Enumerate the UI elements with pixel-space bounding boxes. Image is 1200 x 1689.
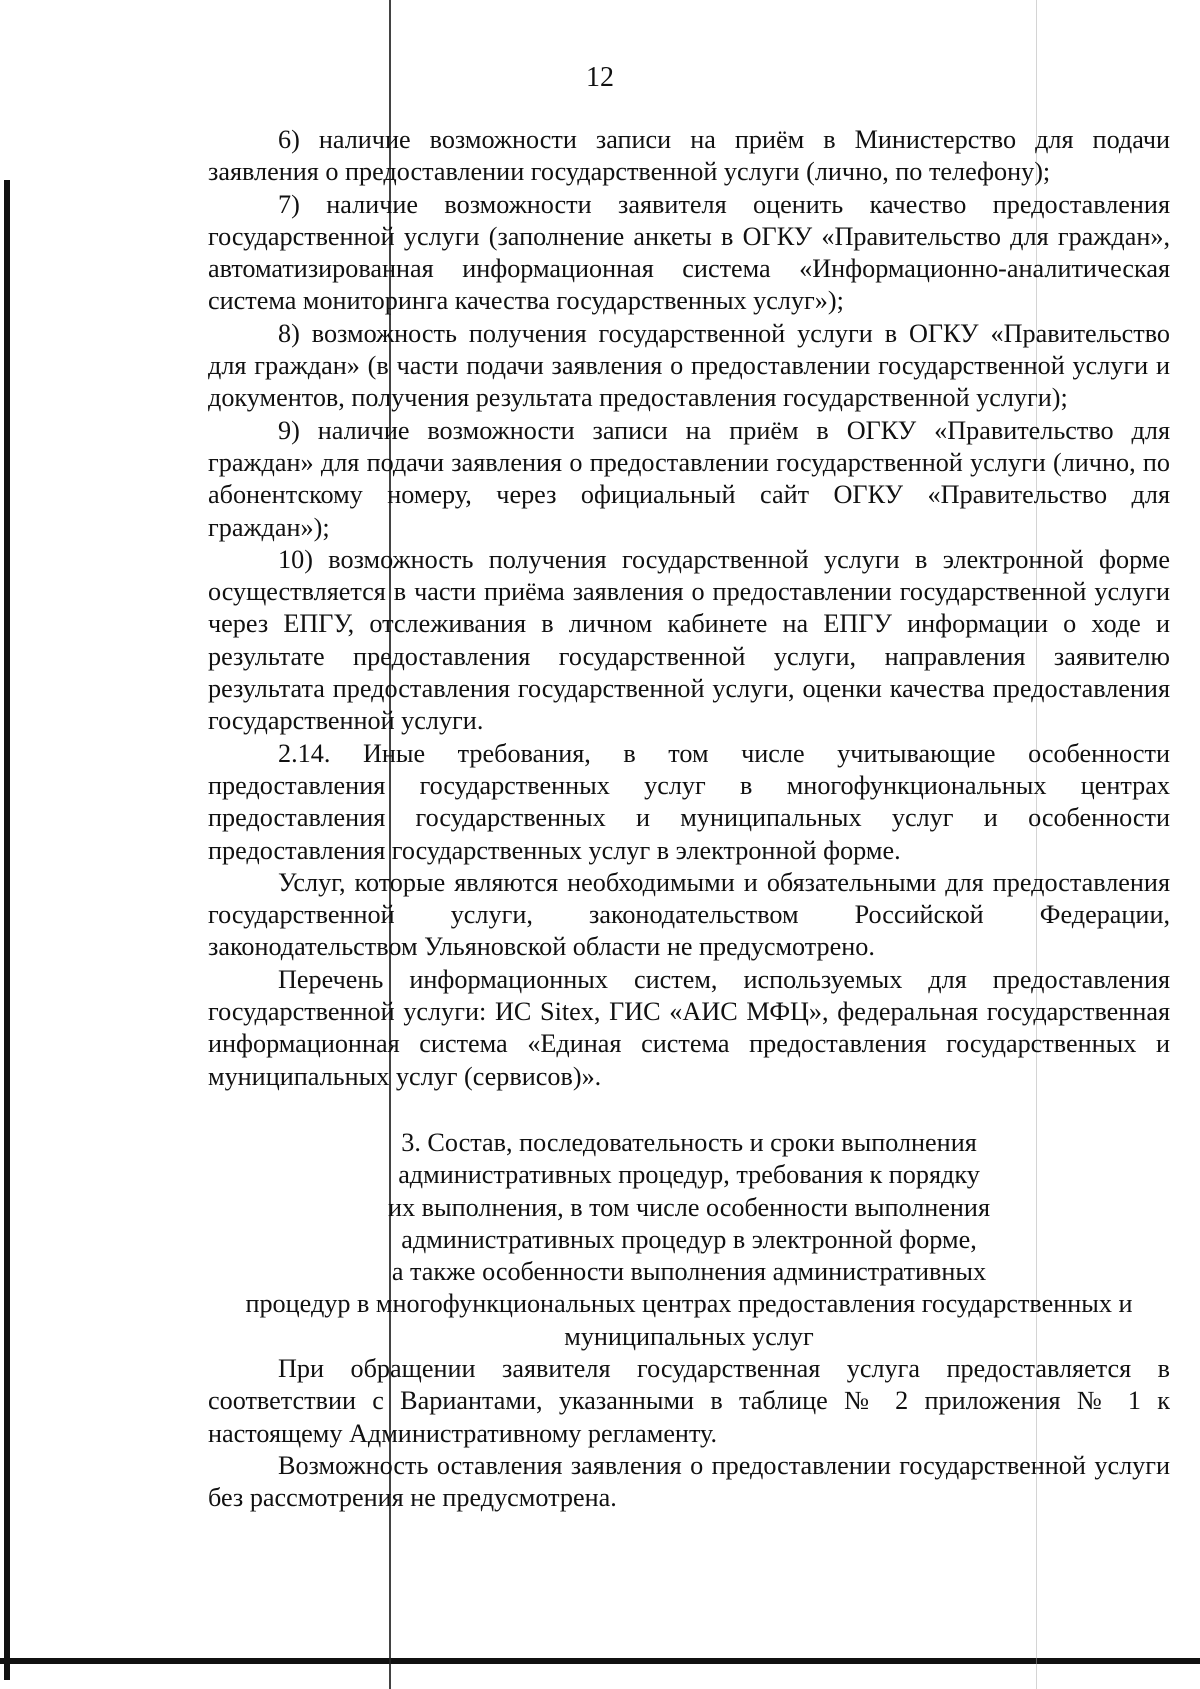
paragraph-2-14: 2.14. Иные требования, в том числе учитывающие особенности предоставления государственных услуг в многофункциональных центрах предоставления государственных и муниципальных услуг и особенности предоставления государственных услуг в электронной форме. (208, 738, 1170, 865)
paragraph-item-8: 8) возможность получения государственной услуги в ОГКУ «Правительство для граждан» (в части подачи заявления о предоставлении государственной услуги и документов, получения результата предоставления государственной услуги); (208, 318, 1170, 413)
page-number: 12 (586, 62, 614, 93)
paragraph-item-10: 10) возможность получения государственной услуги в электронной форме осуществляется в части приёма заявления о предоставлении государственной услуги через ЕПГУ, отслеживания в личном кабинете на ЕПГУ информации о ходе и результате предоставления государственной услуги, направления заявителю результата предоставления государственной услуги, оценки качества предоставления государственной услуги. (208, 544, 1170, 736)
scan-edge-bottom (0, 1658, 1200, 1664)
document-body (208, 124, 1170, 1514)
paragraph-item-9: 9) наличие возможности записи на приём в ОГКУ «Правительство для граждан» для подачи заявления о предоставлении государственной услуги (лично, по абонентскому номеру, через официальный сайт ОГКУ «Правительство для граждан»); (208, 415, 1170, 542)
heading-line: 3. Состав, последовательность и сроки выполнения (401, 1127, 977, 1157)
paragraph-item-6: 6) наличие возможности записи на приём в Министерство для подачи заявления о предоставлении государственной услуги (лично, по телефону); (208, 125, 1170, 187)
paragraph-info-systems: Перечень информационных систем, используемых для предоставления государственной услуги: ИС Sitex, ГИС «АИС МФЦ», федеральная государственная информационная система «Единая система предоставления государственных и муниципальных услуг (сервисов)». (208, 964, 1170, 1091)
paragraph-no-review: Возможность оставления заявления о предоставлении государственной услуги без рассмотрения не предусмотрена. (208, 1450, 1170, 1513)
heading-line: муниципальных услуг (564, 1321, 814, 1351)
heading-line: их выполнения, в том числе особенности выполнения (388, 1192, 990, 1222)
heading-line: административных процедур в электронной форме, (401, 1224, 977, 1254)
section-3-heading (208, 1127, 1170, 1353)
heading-line: административных процедур, требования к порядку (398, 1160, 980, 1190)
heading-line: процедур в многофункциональных центрах предоставления государственных и (245, 1289, 1133, 1319)
heading-line: а также особенности выполнения административных (391, 1257, 987, 1287)
paragraph-variants: При обращении заявителя государственная услуга предоставляется в соответствии с Вариантами, указанными в таблице № 2 приложения № 1 к настоящему Административному регламенту. (208, 1353, 1170, 1448)
paragraph-item-7: 7) наличие возможности заявителя оценить качество предоставления государственной услуги (заполнение анкеты в ОГКУ «Правительство для граждан», автоматизированная информационная система «Информационно-аналитическая система мониторинга качества государственных услуг»); (208, 189, 1170, 316)
paragraph-services: Услуг, которые являются необходимыми и обязательными для предоставления государственной услуги, законодательством Российской Федерации, законодательством Ульяновской области не предусмотрено. (208, 867, 1170, 962)
scan-edge-left (4, 180, 10, 1680)
